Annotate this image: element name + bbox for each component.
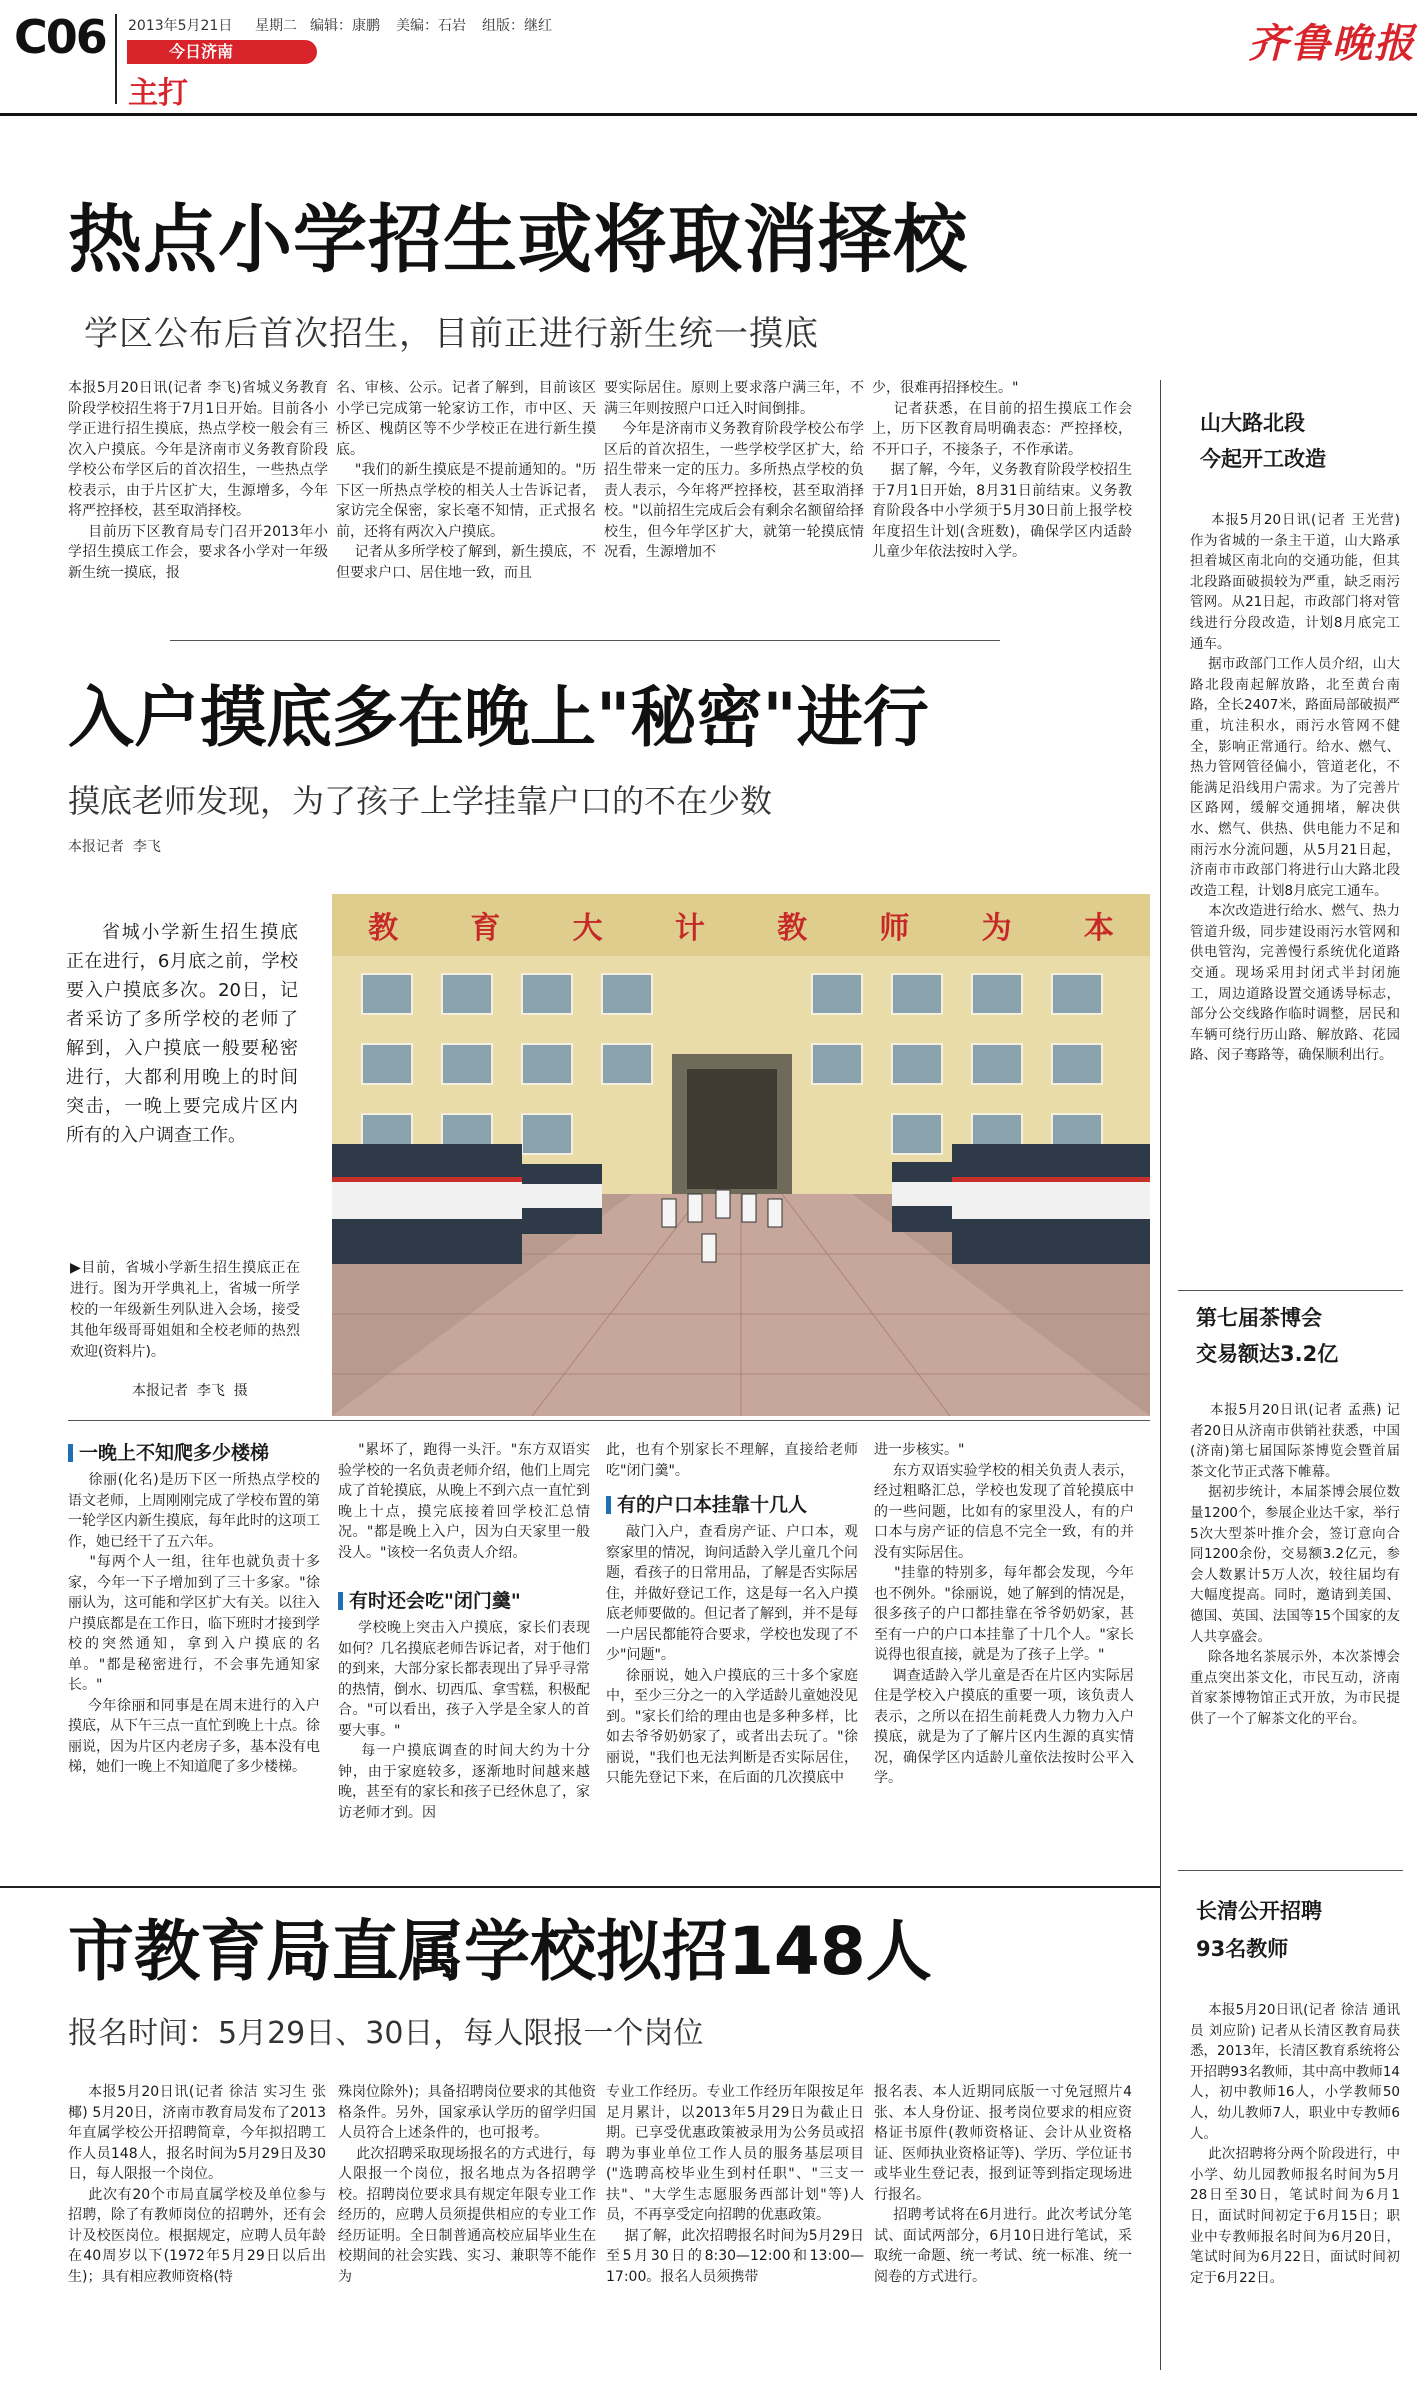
- header-editor: 编辑：康鹏: [310, 18, 380, 34]
- section2-title: 有时还会吃"闭门羹": [338, 1588, 590, 1614]
- photo-credit: 本报记者 李飞 摄: [132, 1383, 248, 1399]
- sidebar-story3-title: 长清公开招聘 93名教师: [1196, 1899, 1322, 1961]
- article2-bottom-rule: [0, 1886, 1160, 1888]
- photo-banner: 教 育 大 计 教 师 为 本: [368, 911, 1114, 946]
- photo-caption: ▶目前，省城小学新生招生摸底正在进行。图为开学典礼上，省城一所学校的一年级新生列队进入会场，接受其他年级哥哥姐姐和全校老师的热烈欢迎(资料片)。: [70, 1260, 300, 1360]
- article2-headline: 入户摸底多在晚上"秘密"进行: [68, 679, 929, 756]
- section3-body: 敲门入户，查看房产证、户口本，观察家里的情况，询问适龄入学儿童几个问题，看孩子的日常用品，了解是否实际居住，并做好登记工作，这是每一名入户摸底老师要做的。但记者了解到，并不是每一户居民都能符合要求，学校也发现了不少"问题"。 徐丽说，她入户摸底的三十多个家庭中，至少三分之一的入学适龄儿童她没见到。"家长们给的理由也是多种多样，比如去爷爷奶奶家了，或者出去玩了。"徐丽说，"我们也无法判断是否实际居住，只能先登记下来，在后面的几次摸底中: [606, 1524, 858, 1786]
- section2-body: 学校晚上突击入户摸底，家长们表现如何？几名摸底老师告诉记者，对于他们的到来，大部分家长都表现出了异乎寻常的热情，倒水、切西瓜、拿雪糕，积极配合。"可以看出，孩子入学是全家人的首要大事。" 每一户摸底调查的时间大约为十分钟，由于家庭较多，逐渐地时间越来越晚，甚至有的家长和孩子已经休息了，家访老师才到。因: [338, 1620, 590, 1821]
- section3-title: 有的户口本挂靠十几人: [606, 1492, 858, 1518]
- header-art-editor: 美编：石岩: [396, 18, 466, 34]
- article3-col1: 本报5月20日讯(记者 徐洁 实习生 张椰) 5月20日，济南市教育局发布了2013年直属学校公开招聘简章，今年拟招聘工作人员148人，报名时间为5月29日及30日，每人限报一个岗位。 此次有20个市局直属学校及单位参与招聘，除了有教师岗位的招聘外，还有会计及校医岗位。根据规定，应聘人员年龄在40周岁以下(1972年5月29日以后出生)；具有相应教师资格(特: [68, 2084, 326, 2285]
- col2-top: "累坏了，跑得一头汗。"东方双语实验学校的一名负责老师介绍，他们上周完成了首轮摸底，从晚上不到六点一直忙到晚上十点，摸完底接着回学校汇总情况。"都是晚上入户，因为白天家里一般没人。"该校一名负责人介绍。: [338, 1442, 590, 1561]
- article3-col2: 殊岗位除外)；具备招聘岗位要求的其他资格条件。另外，国家承认学历的留学归国人员符合上述条件的，也可报考。 此次招聘采取现场报名的方式进行，每人限报一个岗位，报名地点为各招聘学校。招聘岗位要求具有规定年限专业工作经历的，应聘人员须提供相应的专业工作经历证明。全日制普通高校应届毕业生在校期间的社会实践、实习、兼职等不能作为: [338, 2084, 596, 2285]
- article1-bottom-rule: [170, 640, 1000, 641]
- sidebar-story1-body: 本报5月20日讯(记者 王光营) 作为省城的一条主干道，山大路承担着城区南北向的交通功能，但其北段路面破损较为严重，缺乏雨污管网。从21日起，市政部门将对管线进行分段改造，计划8月底完工通车。 据市政部门工作人员介绍，山大路北段南起解放路，北至黄台南路，全长2407米，路面局部破损严重，坑洼积水，雨污水管网不健全，影响正常通行。给水、燃气、热力管网管径偏小，管道老化，不能满足沿线用户需求。为了完善片区路网，缓解交通拥堵，解决供水、燃气、供热、供电能力不足和雨污水分流问题，从5月21日起，济南市市政部门将进行山大路北段改造工程，计划8月底完工通车。 本次改造进行给水、燃气、热力管道升级，同步建设雨污水管网和供电管沟，完善慢行系统优化道路交通。现场采用封闭式半封闭施工，周边道路设置交通诱导标志，部分公交线路作临时调整，居民和车辆可绕行历山路、解放路、花园路、闵子骞路等，确保顺利出行。: [1190, 512, 1401, 1064]
- sidebar-story1-title: 山大路北段 今起开工改造: [1200, 411, 1326, 471]
- article2-subhead: 摸底老师发现，为了孩子上学挂靠户口的不在少数: [68, 782, 773, 820]
- article1-col3: 要实际居住。原则上要求落户满三年，不满三年则按照户口迁入时间倒排。 今年是济南市义务教育阶段学校公布学区后的首次招生，一些学校学区扩大，给招生带来一定的压力。多所热点学校的负责人表示，今年将严控择校，甚至取消择校。"以前招生完成后会有剩余名额留给择校生，但今年学区扩大，就第一轮摸底情况看，生源增加不: [604, 380, 864, 560]
- article1-col4: 少，很难再招择校生。" 记者获悉，在目前的招生摸底工作会上，历下区教育局明确表态：严控择校，不开口子，不接条子，不作承诺。 据了解，今年，义务教育阶段学校招生于7月1日开始，8月31日前结束。义务教育阶段各中小学须于5月30日前上报学校年度招生计划(含班数)，确保学区内适龄儿童少年依法按时入学。: [872, 380, 1132, 560]
- sidebar-divider-2: [1178, 1870, 1403, 1871]
- header-rule: [0, 113, 1417, 116]
- header-weekday: 星期二: [255, 18, 297, 34]
- school-photo-illustration: [332, 894, 1150, 1416]
- header-divider: [115, 14, 117, 104]
- article2-byline: 本报记者 李飞: [68, 839, 161, 855]
- article1-subhead: 学区公布后首次招生，目前正进行新生统一摸底: [84, 314, 819, 354]
- article1-col1: 本报5月20日讯(记者 李飞)省城义务教育阶段学校招生将于7月1日开始。目前各小学正进行招生摸底，热点学校一般会有三次入户摸底。今年是济南市义务教育阶段学校公布学区后的首次招生，一些热点学校表示，由于片区扩大，生源增多，今年将严控择校，甚至取消择校。 目前历下区教育局专门召开2013年小学招生摸底工作会，要求各小学对一年级新生统一摸底，报: [68, 380, 328, 581]
- article3-headline: 市教育局直属学校拟招148人: [68, 1913, 932, 1990]
- article3-col3: 专业工作经历。专业工作经历年限按足年足月累计，以2013年5月29日为截止日期。已享受优惠政策被录用为公务员或招聘为事业单位工作人员的服务基层项目("选聘高校毕业生到村任职"、"三支一扶"、"大学生志愿服务西部计划"等)人员，不再享受定向招聘的优惠政策。 据了解，此次招聘报名时间为5月29日至5月30日的8:30—12:00和13:00—17:00。报名人员须携带: [606, 2084, 864, 2285]
- article1-headline: 热点小学招生或将取消择校: [68, 197, 968, 283]
- page-code: C06: [14, 10, 106, 64]
- section-tag: 今日济南: [127, 40, 317, 64]
- article1-col2: 名、审核、公示。记者了解到，目前该区小学已完成第一轮家访工作，市中区、天桥区、槐荫区等不少学校正在进行新生摸底。 "我们的新生摸底是不提前通知的。"历下区一所热点学校的相关人士告诉记者，家访完全保密，家长毫不知情，正式报名前，还将有两次入户摸底。 记者从多所学校了解到，新生摸底，不但要求户口、居住地一致，而且: [336, 380, 596, 581]
- sidebar-rule: [1160, 380, 1161, 2370]
- header-layout-editor: 组版：继红: [482, 18, 552, 34]
- col3-top: 此，也有个别家长不理解，直接给老师吃"闭门羹"。: [606, 1442, 858, 1479]
- section1-title: 一晚上不知爬多少楼梯: [68, 1440, 320, 1466]
- newspaper-logo: 齐鲁晚报: [1248, 20, 1416, 67]
- article2-col1: [68, 1440, 320, 1875]
- article3-subhead: 报名时间：5月29日、30日，每人限报一个岗位: [68, 2016, 704, 2051]
- school-photo: [332, 894, 1150, 1416]
- article2-col2: [338, 1440, 590, 1858]
- article2-col3: [606, 1440, 858, 1852]
- sidebar-story2-body: 本报5月20日讯(记者 孟燕) 记者20日从济南市供销社获悉，中国(济南)第七届国际茶博览会暨首届茶文化节正式落下帷幕。 据初步统计，本届茶博会展位数量1200个，参展企业达千家，举行5次大型茶叶推介会，签订意向合同1200余份，交易额3.2亿元，参会人数累计5万人次，较往届均有大幅度提高。同时，邀请到美国、德国、英国、法国等15个国家的友人共享盛会。 除各地名茶展示外，本次茶博会重点突出茶文化，市民互动，济南首家茶博物馆正式开放，为市民提供了一个了解茶文化的平台。: [1190, 1402, 1401, 1727]
- header-date: 2013年5月21日: [128, 18, 233, 34]
- sidebar-story2-title: 第七届茶博会 交易额达3.2亿: [1196, 1306, 1339, 1366]
- section-title: 主打: [128, 76, 188, 111]
- sidebar-divider-1: [1178, 1290, 1403, 1291]
- section1-body: 徐丽(化名)是历下区一所热点学校的语文老师，上周刚刚完成了学校布置的第一轮学区内新生摸底，每年此时的这项工作，她已经干了五六年。 "每两个人一组，往年也就负责十多家，今年一下子增加到了三十多家。"徐丽认为，这可能和学区扩大有关。以往入户摸底都是在工作日，临下班时才接到学校的突然通知，拿到入户摸底的名单。"都是秘密进行，不会事先通知家长。" 今年徐丽和同事是在周末进行的入户摸底，从下午三点一直忙到晚上十点。徐丽说，因为片区内老房子多，基本没有电梯，她们一晚上不知道爬了多少楼梯。: [68, 1472, 320, 1775]
- article2-photo-rule: [68, 1420, 1150, 1421]
- article3-col4: 报名表、本人近期同底版一寸免冠照片4张、本人身份证、报考岗位要求的相应资格证书原件(教师资格证、会计从业资格证、医师执业资格证等)、学历、学位证书或毕业生登记表，报到证等到指定现场进行报名。 招聘考试将在6月进行。此次考试分笔试、面试两部分，6月10日进行笔试，采取统一命题、统一考试、统一标准、统一阅卷的方式进行。: [874, 2084, 1132, 2285]
- article2-lead: 省城小学新生招生摸底正在进行，6月底之前，学校要入户摸底多次。20日，记者采访了多所学校的老师了解到，入户摸底一般要秘密进行，大都利用晚上的时间突击，一晚上要完成片区内所有的入户调查工作。: [66, 922, 298, 1146]
- article2-col4: 进一步核实。" 东方双语实验学校的相关负责人表示，经过粗略汇总，学校也发现了首轮摸底中的一些问题，比如有的家里没人，有的户口本与房产证的信息不完全一致，有的并没有实际居住。 "挂靠的特别多，每年都会发现，今年也不例外。"徐丽说，她了解到的情况是，很多孩子的户口都挂靠在爷爷奶奶家，甚至有一户的户口本挂靠了十几个人。"家长说得也很直接，就是为了孩子上学。" 调查适龄入学儿童是否在片区内实际居住是学校入户摸底的重要一项，该负责人表示，之所以在招生前耗费人力物力入户摸底，就是为了了解片区内生源的真实情况，确保学区内适龄儿童依法按时公平入学。: [874, 1442, 1134, 1786]
- sidebar-story3-body: 本报5月20日讯(记者 徐洁 通讯员 刘应阶) 记者从长清区教育局获悉，2013年，长清区教育系统将公开招聘93名教师，其中高中教师14人，初中教师16人，小学教师50人，幼儿教师7人，职业中专教师6人。 此次招聘将分两个阶段进行，中小学、幼儿园教师报名时间为5月28日至30日，笔试时间为6月1日，面试时间初定于6月15日；职业中专教师报名时间为6月20日，笔试时间为6月22日，面试时间初定于6月22日。: [1190, 2002, 1401, 2286]
